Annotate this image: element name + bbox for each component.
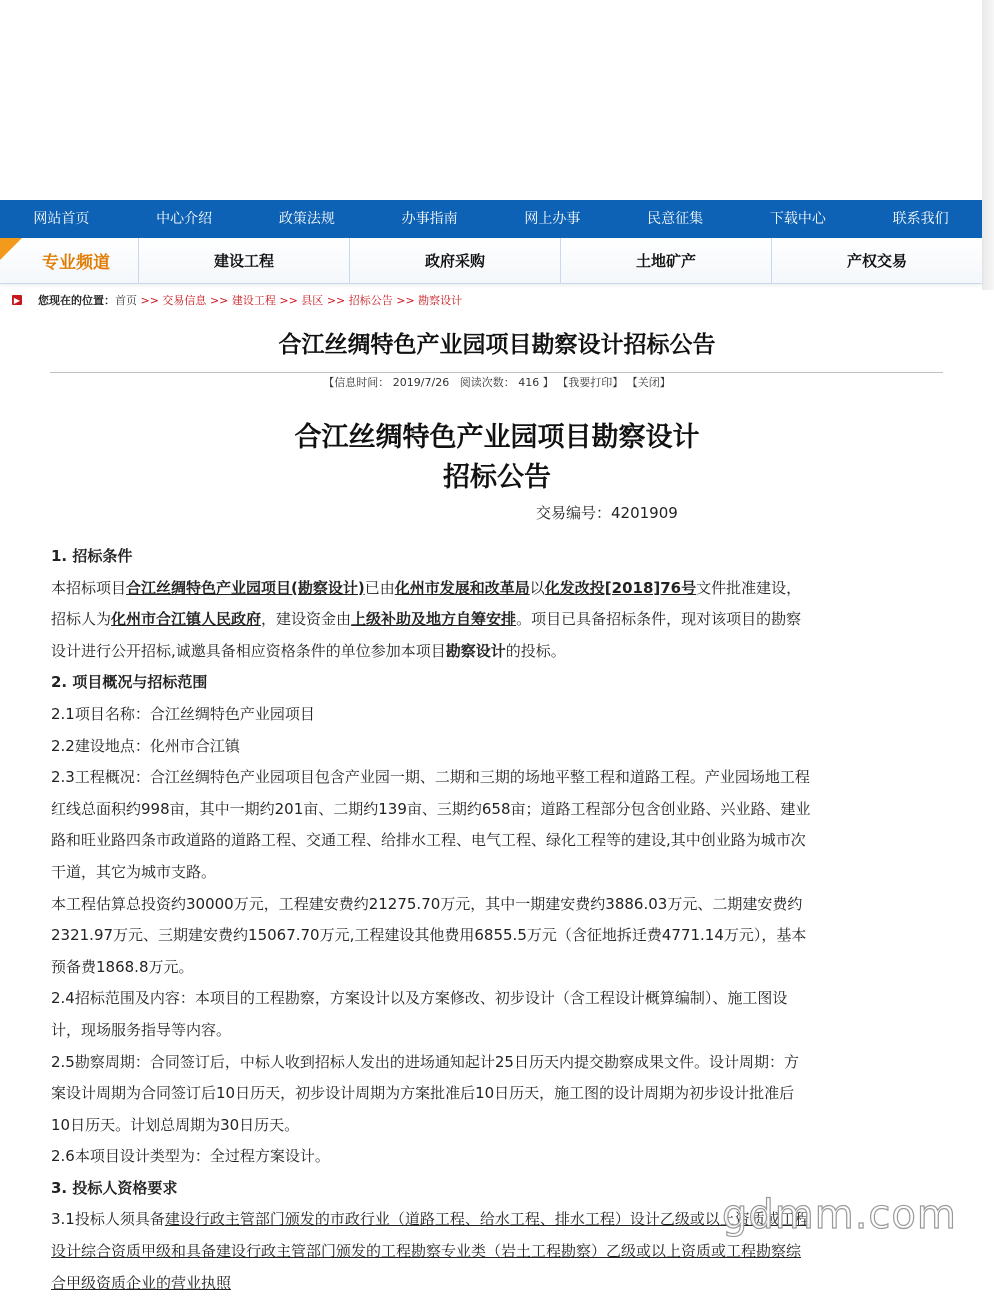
meta-time: 2019/7/26 — [392, 376, 450, 389]
breadcrumb-home[interactable]: 首页 — [115, 294, 137, 307]
nav-item-contact[interactable]: 联系我们 — [892, 211, 949, 227]
tab-land-mineral[interactable]: 土地矿产 — [561, 238, 772, 283]
section-2-2: 2.2建设地点：化州市合江镇 — [51, 736, 240, 755]
header-banner-area — [0, 0, 983, 200]
meta-views: 416 — [518, 376, 540, 389]
watermark: gdmm.com — [722, 1192, 957, 1238]
tab-procurement[interactable]: 政府采购 — [350, 238, 561, 283]
nav-item-home[interactable]: 网站首页 — [33, 211, 90, 227]
channel-label — [0, 238, 139, 283]
meta-views-label: 阅读次数： — [459, 376, 515, 389]
article-meta — [0, 374, 994, 390]
section-2-1: 2.1项目名称：合江丝绸特色产业园项目 — [51, 704, 315, 723]
funding-underlined: 上级补助及地方自筹安排 — [351, 610, 517, 629]
qualification-underlined: 建设行政主管部门颁发的市政行业（道路工程、给水工程、排水工程）设计乙级或以上资质或工程设计综合资质甲级和具备建设行政主管部门颁发的工程勘察专业类（岩土工程勘察）乙级或以上资质或工程勘察综合甲级资质企业的营业执照 — [51, 1210, 810, 1292]
breadcrumb — [12, 292, 462, 308]
document-title-line2: 招标公告 — [443, 462, 551, 493]
breadcrumb-county[interactable]: >> 县区 — [279, 294, 324, 307]
breadcrumb-lead: 您现在的位置： — [38, 294, 115, 307]
location-marker-icon: ▶ — [13, 295, 21, 305]
document-number-underlined: 化发改投[2018]76号 — [544, 578, 697, 597]
meta-time-label: 【信息时间： — [323, 376, 390, 389]
nav-item-opinion[interactable]: 民意征集 — [647, 211, 704, 227]
document-title-line1: 合江丝绸特色产业园项目勘察设计 — [294, 422, 700, 453]
nav-item-policy[interactable]: 政策法规 — [278, 211, 335, 227]
breadcrumb-trade-info[interactable]: >> 交易信息 — [140, 294, 207, 307]
nav-item-download[interactable]: 下载中心 — [769, 211, 826, 227]
nav-item-guide[interactable]: 办事指南 — [401, 211, 458, 227]
project-name-underlined: 合江丝绸特色产业园项目(勘察设计) — [126, 578, 365, 597]
channel-bar — [0, 238, 982, 284]
breadcrumb-survey-design[interactable]: >> 勘察设计 — [396, 294, 463, 307]
article-body — [51, 541, 811, 1299]
section-2-6: 2.6本项目设计类型为：全过程方案设计。 — [51, 1147, 330, 1166]
section-2-4: 2.4招标范围及内容：本项目的工程勘察，方案设计以及方案修改、初步设计（含工程设计概算编制）、施工图设计，现场服务指导等内容。 — [51, 989, 788, 1039]
print-button[interactable]: 【我要打印】 — [557, 376, 624, 389]
section-2-3: 2.3工程概况：合江丝绸特色产业园项目包含产业园一期、二期和三期的场地平整工程和道路工程。产业园场地工程红线总面积约998亩，其中一期约201亩、二期约139亩、三期约658亩；道路工程部分包含创业路、兴业路、建业路和旺业路四条市政道路的道路工程、交通工程、给排水工程、电气工程、绿化工程等的建设,其中创业路为城市次干道，其它为城市支路。 — [51, 768, 811, 881]
section-2-5: 2.5勘察周期：合同签订后，中标人收到招标人发出的进场通知起计25日历天内提交勘察成果文件。设计周期：方案设计周期为合同签订后10日历天，初步设计周期为方案批准后10日历天，施工图的设计周期为初步设计批准后10日历天。计划总周期为30日历天。 — [51, 1052, 799, 1134]
document-title — [0, 418, 994, 498]
meta-close-bracket: 】 — [542, 376, 554, 389]
section-2-3-cost: 本工程估算总投资约30000万元，工程建安费约21275.70万元，其中一期建安费约3886.03万元、二期建安费约2321.97万元、三期建安费约15067.70万元,工程建设其他费用6855.5万元（含征地拆迁费4771.14万元），基本预备费1868.8万元。 — [51, 894, 807, 976]
breadcrumb-tender-notice[interactable]: >> 招标公告 — [326, 294, 393, 307]
channel-corner-flag — [0, 238, 22, 260]
section-1-text: 本招标项目合江丝绸特色产业园项目(勘察设计)已由化州市发展和改革局以化发改投[2018]76号文件批准建设，招标人为化州市合江镇人民政府，建设资金由上级补助及地方自筹安排。项目已具备招标条件，现对该项目的勘察设计进行公开招标,诚邀具备相应资格条件的单位参加本项目勘察设计的投标。 — [51, 578, 802, 660]
trade-number: 交易编号：4201909 — [536, 504, 678, 522]
nav-item-about[interactable]: 中心介绍 — [156, 211, 213, 227]
tab-property-rights[interactable]: 产权交易 — [772, 238, 982, 283]
channel-label-text: 专业频道 — [42, 253, 110, 273]
section-1-heading: 1. 招标条件 — [51, 547, 133, 565]
close-button[interactable]: 【关闭】 — [626, 376, 671, 389]
nav-item-online-service[interactable]: 网上办事 — [524, 211, 581, 227]
title-divider — [50, 372, 943, 373]
section-3-1: 3.1投标人须具备建设行政主管部门颁发的市政行业（道路工程、给水工程、排水工程）设计乙级或以上资质或工程设计综合资质甲级和具备建设行政主管部门颁发的工程勘察专业类（岩土工程勘察）乙级或以上资质或工程勘察综合甲级资质企业的营业执照 — [51, 1210, 810, 1292]
main-nav — [0, 200, 982, 238]
approver-underlined: 化州市发展和改革局 — [394, 578, 530, 597]
page-scroll-shadow — [982, 0, 994, 290]
article-title: 合江丝绸特色产业园项目勘察设计招标公告 — [278, 332, 716, 358]
tenderer-underlined: 化州市合江镇人民政府 — [111, 610, 262, 629]
tab-construction[interactable]: 建设工程 — [139, 238, 350, 283]
section-2-heading: 2. 项目概况与招标范围 — [51, 673, 208, 692]
section-3-heading: 3. 投标人资格要求 — [51, 1178, 178, 1197]
scope-bold: 勘察设计 — [445, 641, 506, 660]
breadcrumb-construction[interactable]: >> 建设工程 — [209, 294, 276, 307]
